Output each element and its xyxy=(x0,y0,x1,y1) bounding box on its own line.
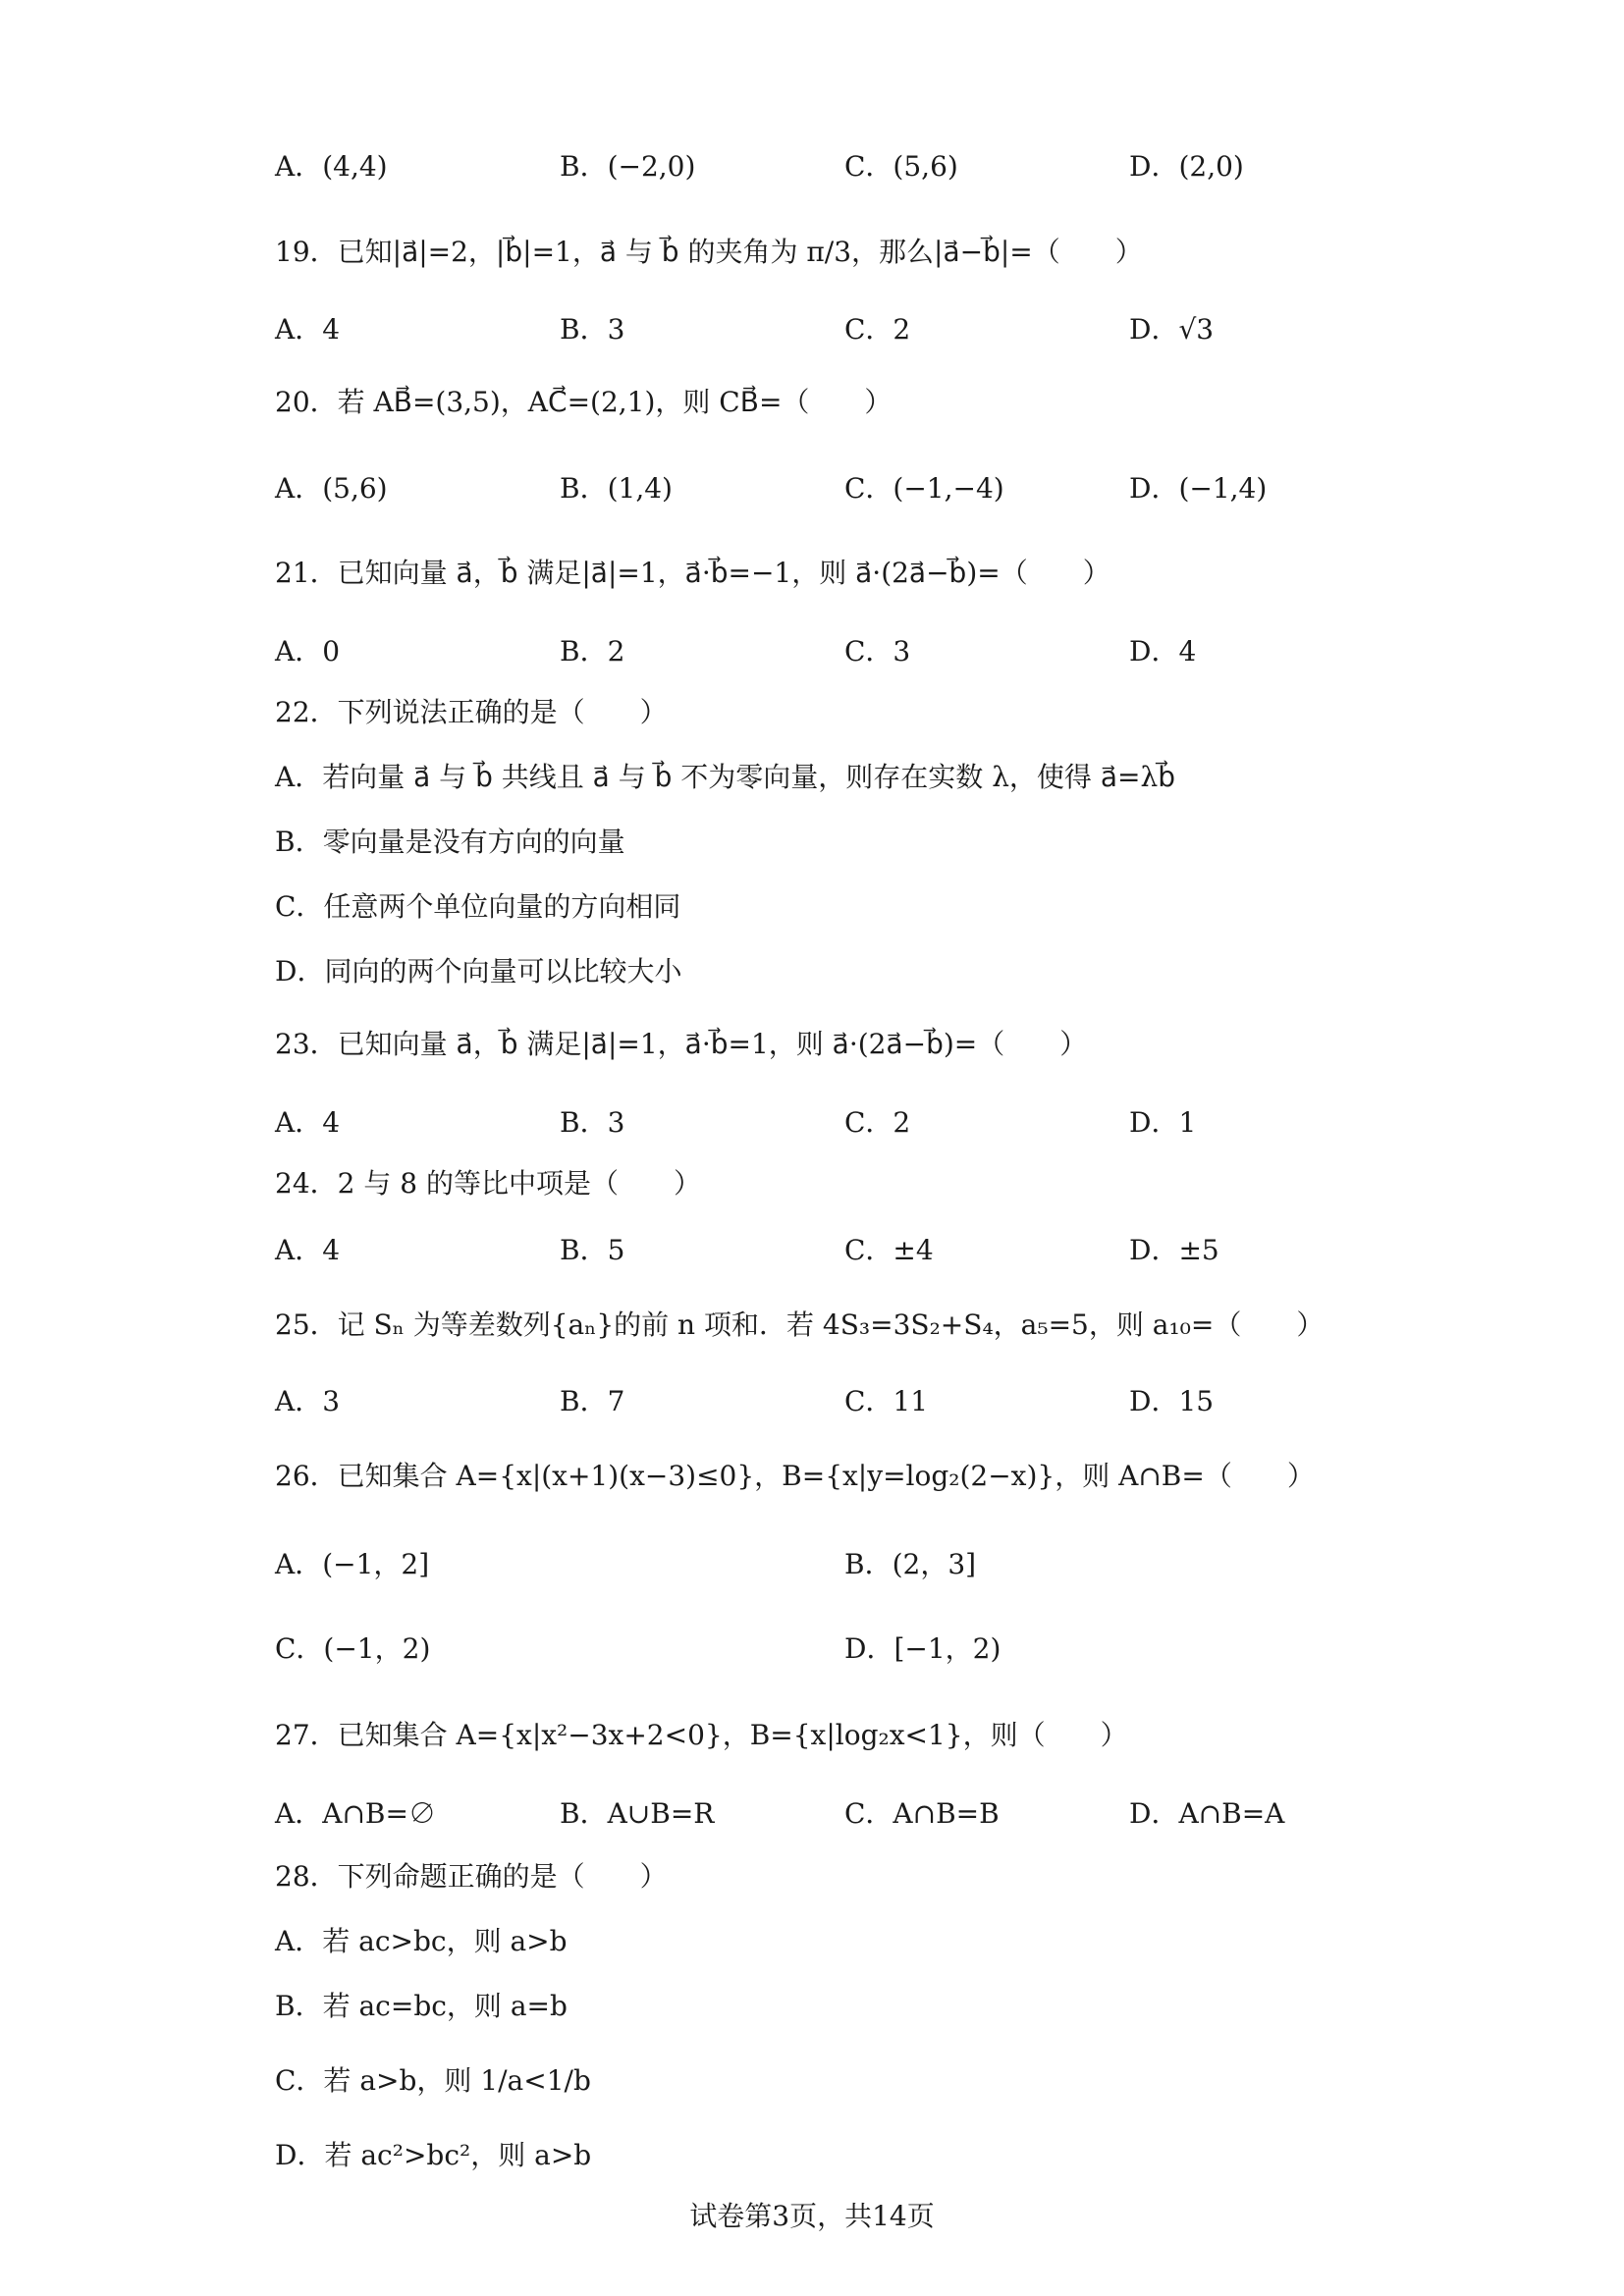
q22-stem: 22．下列说法正确的是（ ） xyxy=(275,696,668,728)
q19-stem: 19．已知|a⃗|=2，|b⃗|=1，a⃗ 与 b⃗ 的夹角为 π/3，那么|a⃗−b⃗|=（ ） xyxy=(275,236,1143,268)
q18-option-b: B．(−2,0) xyxy=(560,150,696,183)
q21-options xyxy=(275,630,1434,673)
q24-stem: 24．2 与 8 的等比中项是（ ） xyxy=(275,1167,701,1200)
q25-options xyxy=(275,1380,1434,1423)
q23-options xyxy=(275,1101,1434,1145)
q18-option-a: A．(4,4) xyxy=(275,150,388,183)
q18-option-c: C．(5,6) xyxy=(844,150,958,183)
q28-stem: 28．下列命题正确的是（ ） xyxy=(275,1860,668,1893)
q24-option-a: A．4 xyxy=(275,1234,341,1266)
q27-option-c: C．A∩B=B xyxy=(844,1797,1000,1830)
q19-option-d: D．√3 xyxy=(1129,313,1215,346)
q21-option-a: A．0 xyxy=(275,635,341,667)
q28-option-d: D．若 ac²>bc²，则 a>b xyxy=(275,2139,592,2171)
q28-option-b: B．若 ac=bc，则 a=b xyxy=(275,1990,568,2022)
q24-option-d: D．±5 xyxy=(1129,1234,1219,1266)
q20-option-b: B．(1,4) xyxy=(560,472,673,505)
q26-option-a: A．(−1，2] xyxy=(275,1548,430,1580)
q27-options xyxy=(275,1792,1434,1836)
q26-option-d: D．[−1，2) xyxy=(844,1632,1001,1665)
q21-option-b: B．2 xyxy=(560,635,625,667)
q23-option-c: C．2 xyxy=(844,1106,911,1139)
q21-stem: 21．已知向量 a⃗，b⃗ 满足|a⃗|=1，a⃗·b⃗=−1，则 a⃗·(2a⃗−b⃗)=（ ） xyxy=(275,557,1110,589)
q26-options-row2 xyxy=(275,1628,1434,1671)
q19-options xyxy=(275,308,1434,351)
q20-option-c: C．(−1,−4) xyxy=(844,472,1004,505)
q24-option-c: C．±4 xyxy=(844,1234,934,1266)
q22-option-b: B．零向量是没有方向的向量 xyxy=(275,826,625,858)
q23-stem: 23．已知向量 a⃗，b⃗ 满足|a⃗|=1，a⃗·b⃗=1，则 a⃗·(2a⃗−b⃗)=（ ） xyxy=(275,1028,1088,1060)
q26-options-row1 xyxy=(275,1543,1434,1586)
q25-option-a: A．3 xyxy=(275,1385,341,1417)
q24-options xyxy=(275,1229,1434,1272)
q23-option-a: A．4 xyxy=(275,1106,341,1139)
q18-option-d: D．(2,0) xyxy=(1129,150,1244,183)
q20-options xyxy=(275,467,1434,510)
q22-option-d: D．同向的两个向量可以比较大小 xyxy=(275,955,682,988)
q27-option-b: B．A∪B=R xyxy=(560,1797,715,1830)
q26-stem: 26．已知集合 A={x|(x+1)(x−3)≤0}，B={x|y=log₂(2−x)}，则 A∩B=（ ） xyxy=(275,1460,1315,1492)
q28-option-c: C．若 a>b，则 1/a<1/b xyxy=(275,2064,591,2097)
q23-option-b: B．3 xyxy=(560,1106,625,1139)
q23-option-d: D．1 xyxy=(1129,1106,1197,1139)
q26-option-c: C．(−1，2) xyxy=(275,1632,431,1665)
q19-option-b: B．3 xyxy=(560,313,625,346)
q19-option-a: A．4 xyxy=(275,313,341,346)
q18-options xyxy=(275,145,1434,188)
q28-option-a: A．若 ac>bc，则 a>b xyxy=(275,1925,568,1957)
q22-option-c: C．任意两个单位向量的方向相同 xyxy=(275,890,681,923)
q25-option-d: D．15 xyxy=(1129,1385,1215,1417)
q21-option-c: C．3 xyxy=(844,635,911,667)
q24-option-b: B．5 xyxy=(560,1234,625,1266)
q20-stem: 20．若 AB⃗=(3,5)，AC⃗=(2,1)，则 CB⃗=（ ） xyxy=(275,386,893,418)
q27-option-d: D．A∩B=A xyxy=(1129,1797,1285,1830)
q20-option-a: A．(5,6) xyxy=(275,472,388,505)
page-footer: 试卷第3页，共14页 xyxy=(689,2200,935,2232)
q27-stem: 27．已知集合 A={x|x²−3x+2<0}，B={x|log₂x<1}，则（ ） xyxy=(275,1719,1128,1751)
q20-option-d: D．(−1,4) xyxy=(1129,472,1268,505)
q25-option-c: C．11 xyxy=(844,1385,929,1417)
q22-option-a: A．若向量 a⃗ 与 b⃗ 共线且 a⃗ 与 b⃗ 不为零向量，则存在实数 λ，使得 a⃗=λb⃗ xyxy=(275,761,1175,793)
q21-option-d: D．4 xyxy=(1129,635,1197,667)
q25-option-b: B．7 xyxy=(560,1385,625,1417)
q19-option-c: C．2 xyxy=(844,313,911,346)
q26-option-b: B．(2，3] xyxy=(844,1548,977,1580)
q27-option-a: A．A∩B=∅ xyxy=(275,1797,436,1830)
q25-stem: 25．记 Sₙ 为等差数列{aₙ}的前 n 项和．若 4S₃=3S₂+S₄，a₅=5，则 a₁₀=（ ） xyxy=(275,1308,1325,1341)
